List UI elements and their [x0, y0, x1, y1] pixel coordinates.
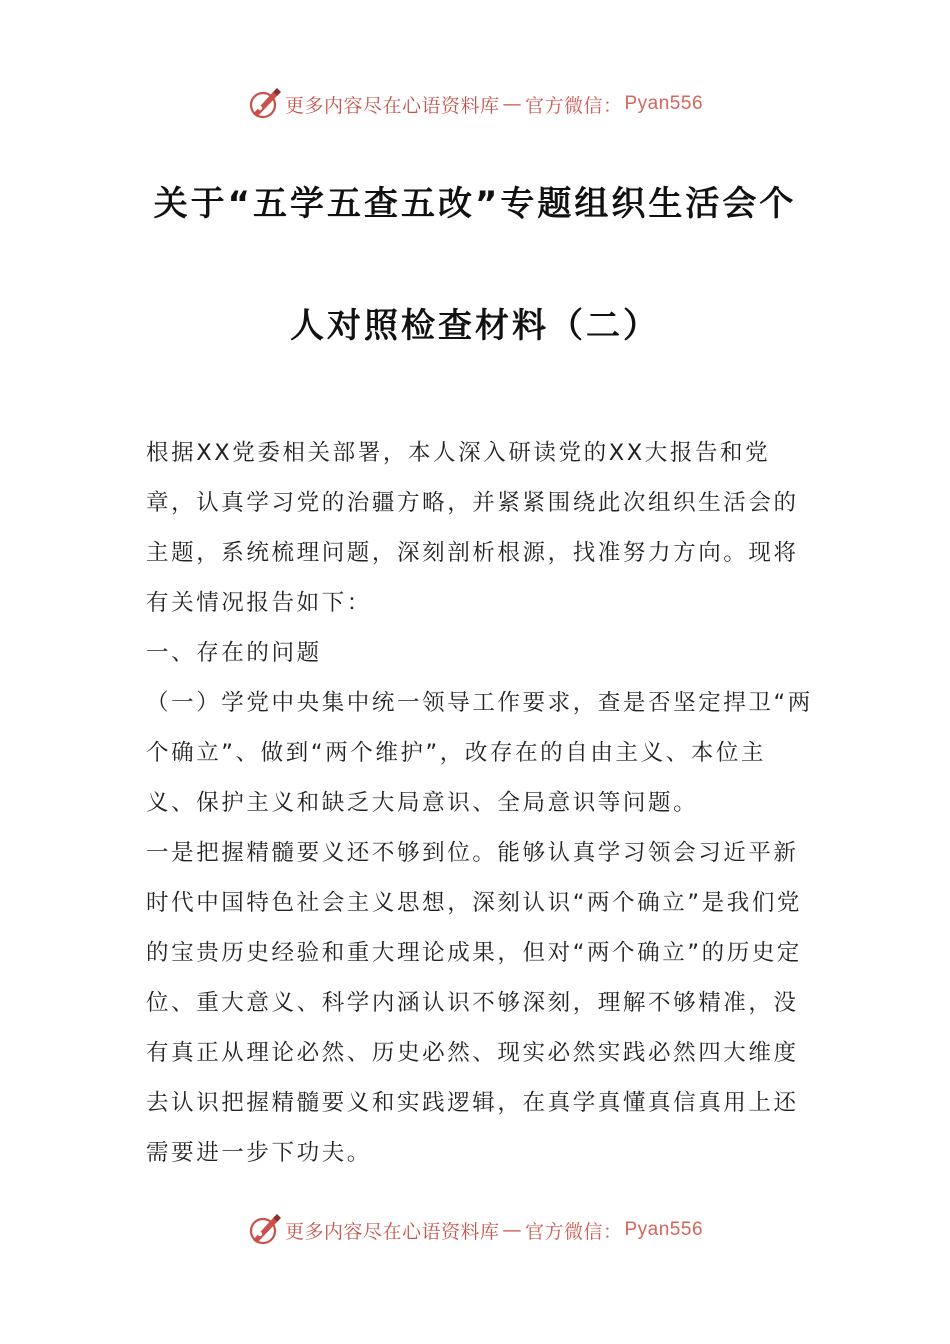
- intro-paragraph: 根据XX党委相关部署，本人深入研读党的XX大报告和党章，认真学习党的治疆方略，并紧紧围绕此次组织生活会的主题，系统梳理问题，深刻剖析根源，找准努力方向。现将有关情况报告如下：: [146, 440, 799, 616]
- banner-text: 更多内容尽在心语资料库: [284, 1220, 500, 1243]
- section-heading: 一、存在的问题: [146, 640, 322, 666]
- banner-text: 更多内容尽在心语资料库: [284, 94, 500, 117]
- banner-wechat-label: 官方微信：: [524, 1220, 623, 1243]
- body-paragraph: 一是把握精髓要义还不够到位。能够认真学习领会习近平新时代中国特色社会主义思想，深刻认识“两个确立”是我们党的宝贵历史经验和重大理论成果，但对“两个确立”的历史定位、重大意义、科学内涵认识不够深刻，理解不够精准，没有真正从理论必然、历史必然、现实必然实践必然四大维度去认识把握精髓要义和实践逻辑，在真学真懂真信真用上还需要进一步下功夫。: [146, 840, 803, 1166]
- document-title-line-1: 关于“五学五查五改”专题组织生活会个: [153, 184, 797, 224]
- subsection-heading: （一）学党中央集中统一领导工作要求，查是否坚定捍卫“两个确立”、做到“两个维护”，改存在的自由主义、本位主义、保护主义和缺乏大局意识、全局意识等问题。: [146, 690, 813, 816]
- document-body: [146, 428, 816, 1178]
- pen-logo-icon: [247, 86, 283, 122]
- banner-wechat-id: Pyan556: [624, 93, 704, 114]
- banner-wechat-label: 官方微信：: [524, 94, 623, 117]
- watermark-banner-top: [0, 84, 950, 124]
- document-title-line-2: 人对照检查材料（二）: [290, 306, 660, 346]
- banner-wechat-id: Pyan556: [624, 1219, 704, 1240]
- watermark-banner-bottom: [0, 1210, 950, 1250]
- banner-dash: —: [502, 1219, 522, 1241]
- banner-dash: —: [502, 93, 522, 115]
- pen-logo-icon: [247, 1212, 283, 1248]
